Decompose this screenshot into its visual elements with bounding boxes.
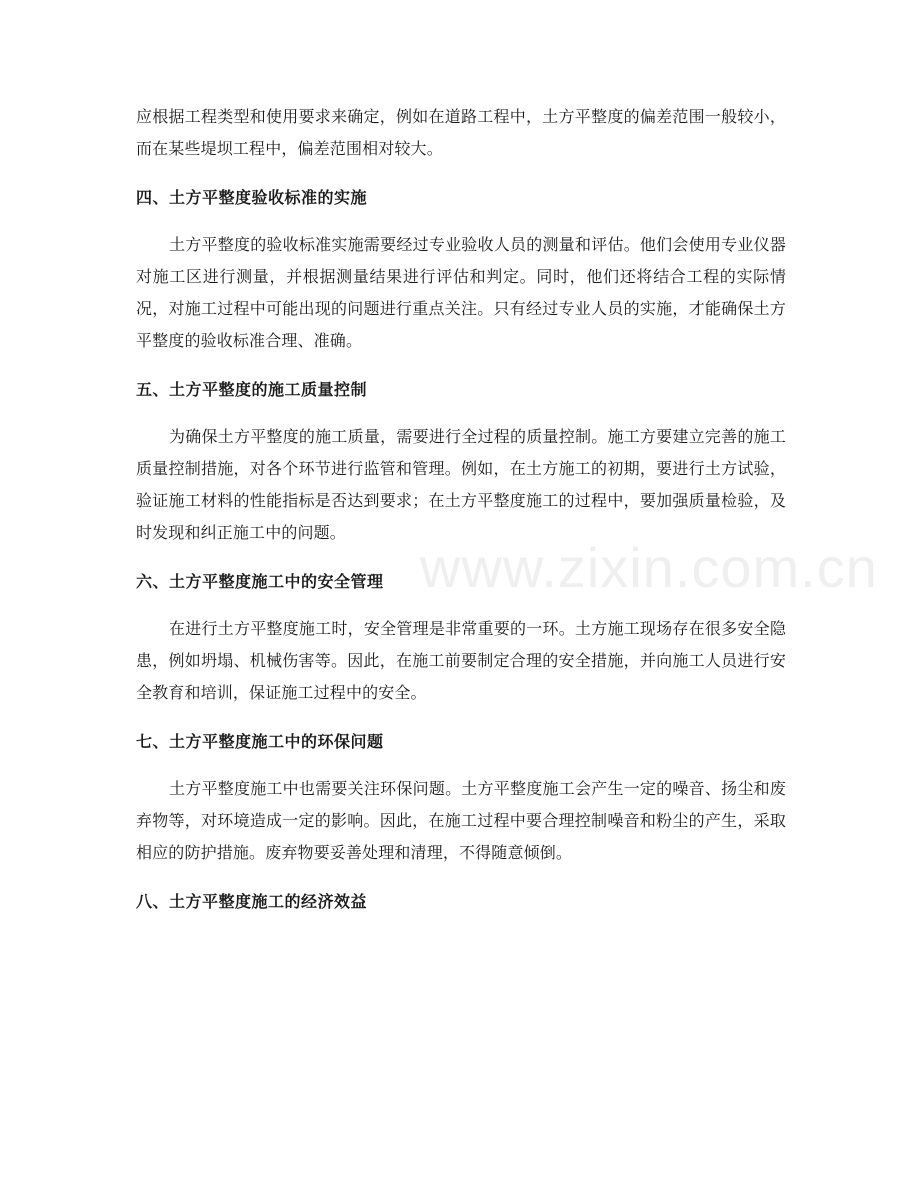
section-heading-7: 七、土方平整度施工中的环保问题 (136, 732, 384, 751)
section-body-7: 土方平整度施工中也需要关注环保问题。土方平整度施工会产生一定的噪音、扬尘和废弃物等，对环境造成一定的影响。因此，在施工过程中要合理控制噪音和粉尘的产生，采取相应的防护措施。废弃物要妥善处理和清理，不得随意倾倒。 (136, 779, 786, 862)
document-body (136, 101, 786, 933)
section-body-6: 在进行土方平整度施工时，安全管理是非常重要的一环。土方施工现场存在很多安全隐患，例如坍塌、机械伤害等。因此，在施工前要制定合理的安全措施，并向施工人员进行安全教育和培训，保证施工过程中的安全。 (136, 619, 786, 702)
section-heading-5: 五、土方平整度的施工质量控制 (136, 380, 368, 399)
section-body-5: 为确保土方平整度的施工质量，需要进行全过程的质量控制。施工方要建立完善的施工质量控制措施，对各个环节进行监管和管理。例如，在土方施工的初期，要进行土方试验，验证施工材料的性能指标是否达到要求；在土方平整度施工的过程中，要加强质量检验，及时发现和纠正施工中的问题。 (136, 427, 786, 542)
section-heading-6: 六、土方平整度施工中的安全管理 (136, 572, 384, 591)
intro-paragraph: 应根据工程类型和使用要求来确定，例如在道路工程中，土方平整度的偏差范围一般较小，而在某些堤坝工程中，偏差范围相对较大。 (136, 107, 786, 158)
watermark-text: www.zixin.com.cn (420, 536, 878, 599)
section-heading-4: 四、土方平整度验收标准的实施 (136, 188, 368, 207)
section-heading-8: 八、土方平整度施工的经济效益 (136, 892, 368, 911)
section-body-4: 土方平整度的验收标准实施需要经过专业验收人员的测量和评估。他们会使用专业仪器对施工区进行测量，并根据测量结果进行评估和判定。同时，他们还将结合工程的实际情况，对施工过程中可能出现的问题进行重点关注。只有经过专业人员的实施，才能确保土方平整度的验收标准合理、准确。 (136, 235, 786, 350)
